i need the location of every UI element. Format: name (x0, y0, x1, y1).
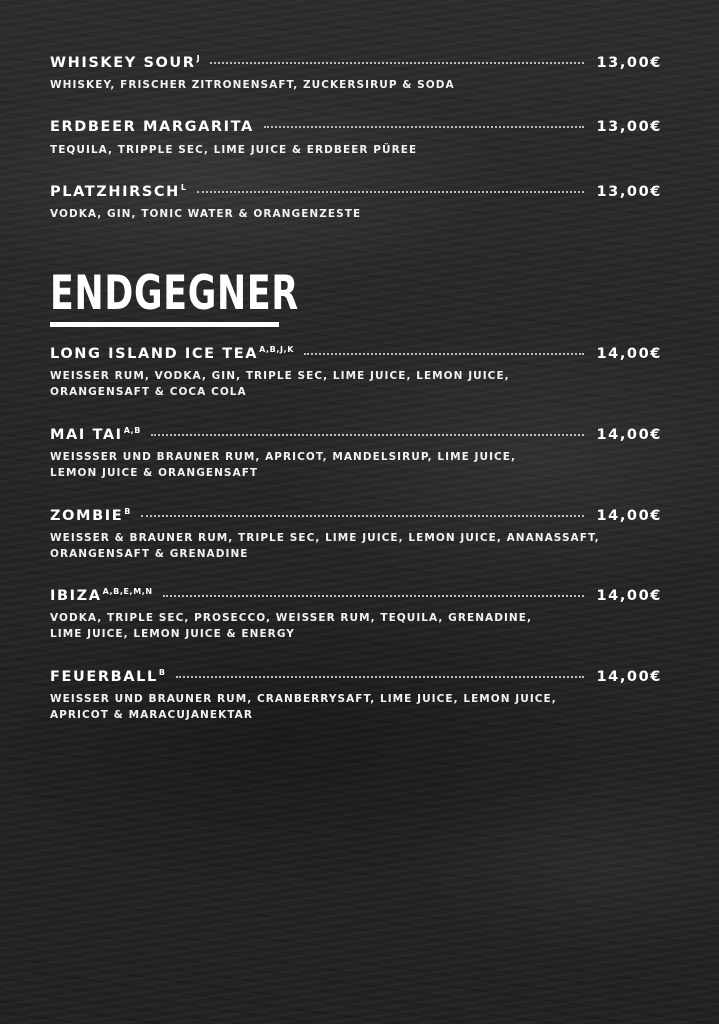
allergen-codes: B (124, 507, 131, 516)
menu-item-header (50, 183, 662, 201)
description-line: WEISSER & BRAUNER RUM, TRIPLE SEC, LIME JUICE, LEMON JUICE, ANANASSAFT, (50, 532, 600, 544)
menu-item-price: 14,00€ (596, 346, 662, 362)
description-line: VODKA, GIN, TONIC WATER & ORANGENZESTE (50, 208, 362, 220)
menu-item-platzhirsch (50, 183, 662, 222)
menu-item-long-island-ice-tea (50, 345, 662, 400)
description-line: VODKA, TRIPLE SEC, PROSECCO, WEISSER RUM, TEQUILA, GRENADINE, (50, 612, 533, 624)
allergen-codes: J (196, 54, 201, 63)
menu-item-price: 14,00€ (596, 669, 662, 685)
dot-leader (151, 434, 584, 436)
menu-item-name: $ZOMBIE^B$ (50, 507, 131, 524)
menu-item-description (50, 449, 662, 481)
menu-item-description (50, 530, 662, 562)
description-line: ORANGENSAFT & GRENADINE (50, 548, 249, 560)
allergen-codes: A,B,J,K (259, 345, 294, 354)
menu-item-zombie (50, 507, 662, 562)
dot-leader (304, 353, 584, 355)
description-line: APRICOT & MARACUJANEKTAR (50, 709, 253, 721)
menu-item-description (50, 610, 662, 642)
menu-item-feuerball (50, 668, 662, 723)
dot-leader (163, 595, 585, 597)
menu-item-description (50, 142, 662, 158)
menu-item-header (50, 119, 662, 137)
dot-leader (141, 515, 585, 517)
description-line: LEMON JUICE & ORANGENSAFT (50, 467, 259, 479)
description-line: LIME JUICE, LEMON JUICE & ENERGY (50, 628, 295, 640)
menu-item-header (50, 668, 662, 686)
menu-item-mai-tai (50, 426, 662, 481)
description-line: WEISSER UND BRAUNER RUM, CRANBERRYSAFT, LIME JUICE, LEMON JUICE, (50, 693, 557, 705)
description-line: ORANGENSAFT & COCA COLA (50, 386, 247, 398)
section-title: ENDGEGNER (50, 266, 299, 321)
dot-leader (264, 126, 585, 128)
menu-item-header (50, 587, 662, 605)
menu-item-price: 13,00€ (596, 119, 662, 135)
menu-item-description (50, 368, 662, 400)
menu-item-erdbeer-margarita (50, 119, 662, 158)
allergen-codes: B (158, 668, 166, 677)
description-line: WHISKEY, FRISCHER ZITRONENSAFT, ZUCKERSIRUP & SODA (50, 79, 455, 91)
menu-item-description (50, 691, 662, 723)
description-line: WEISSER RUM, VODKA, GIN, TRIPLE SEC, LIME JUICE, LEMON JUICE, (50, 370, 510, 382)
menu-item-header (50, 426, 662, 444)
menu-item-header (50, 507, 662, 525)
menu-item-price: 13,00€ (596, 55, 662, 71)
menu-item-description (50, 206, 662, 222)
allergen-codes: A,B (123, 426, 141, 435)
menu-item-description (50, 77, 662, 93)
menu-item-price: 14,00€ (596, 508, 662, 524)
menu-item-name: $IBIZA^{A,B,E,M,N}$ (50, 587, 153, 604)
menu-item-name: $PLATZHIRSCH^L$ (50, 183, 187, 200)
description-line: TEQUILA, TRIPPLE SEC, LIME JUICE & ERDBEER PÜREE (50, 144, 418, 156)
allergen-codes: A,B,E,M,N (102, 587, 153, 596)
menu-item-name: $FEUERBALL^B$ (50, 668, 166, 685)
allergen-codes: L (180, 183, 187, 192)
description-line: WEISSSER UND BRAUNER RUM, APRICOT, MANDELSIRUP, LIME JUICE, (50, 451, 517, 463)
menu-item-header (50, 345, 662, 363)
dot-leader (197, 191, 585, 193)
menu-item-price: 14,00€ (596, 588, 662, 604)
menu-item-price: 13,00€ (596, 184, 662, 200)
menu-item-name: WHISKEY $SOUR^J$ (50, 54, 201, 71)
menu-item-header (50, 54, 662, 72)
menu-item-ibiza (50, 587, 662, 642)
menu-item-whiskey-sour (50, 54, 662, 93)
menu-item-name: MAI $TAI^{A,B}$ (50, 426, 141, 443)
menu-item-price: 14,00€ (596, 427, 662, 443)
section-underline (50, 322, 279, 327)
menu-item-name: LONG ISLAND ICE $TEA^{A,B,J,K}$ (50, 345, 294, 362)
menu-item-name: ERDBEER MARGARITA (50, 119, 254, 135)
dot-leader (176, 676, 585, 678)
dot-leader (210, 62, 584, 64)
